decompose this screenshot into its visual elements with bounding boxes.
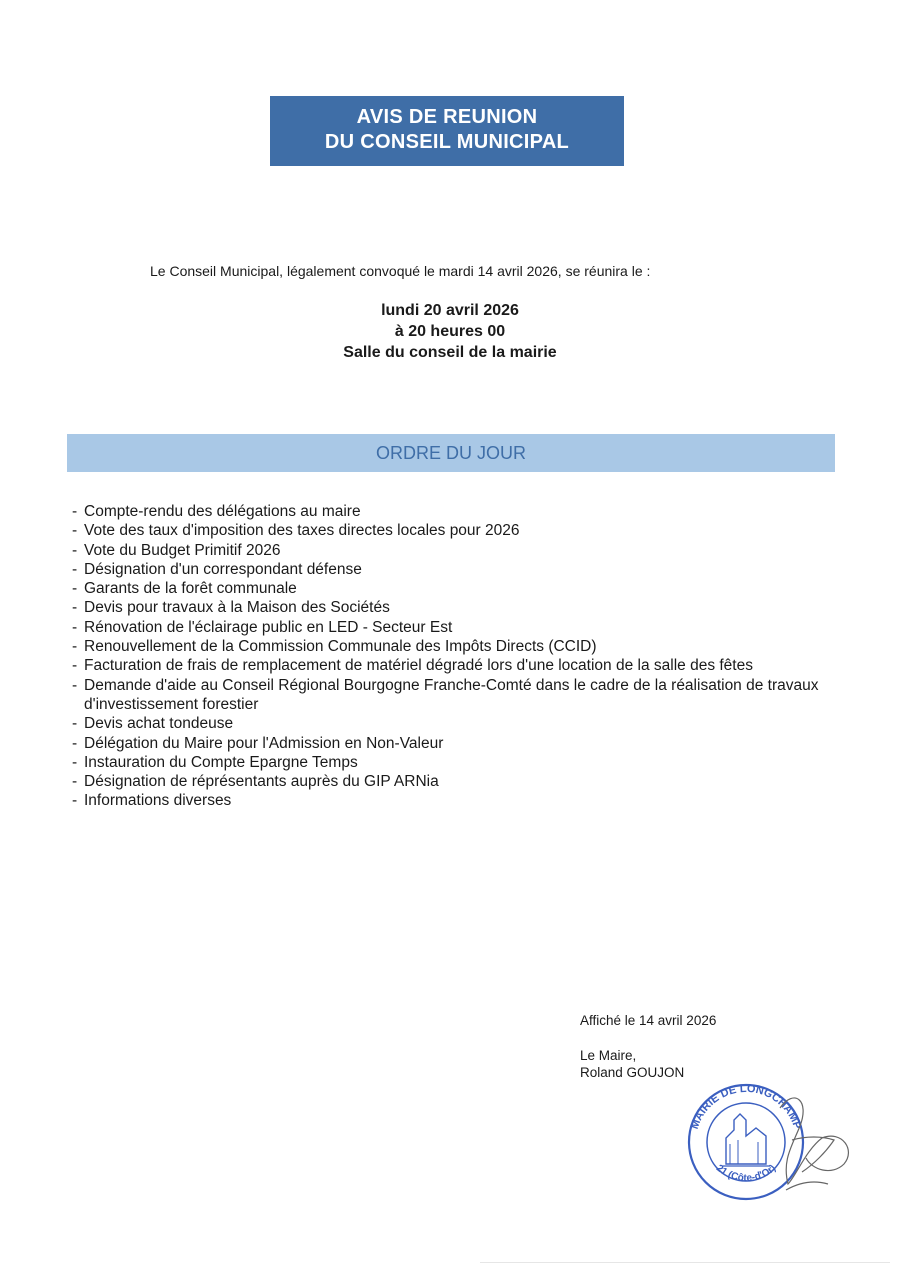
agenda-item: [70, 560, 830, 579]
agenda-item-text: Devis achat tondeuse: [84, 715, 234, 733]
notice-title: [270, 96, 624, 166]
agenda-item: [70, 753, 830, 772]
signature-block: [580, 1047, 684, 1081]
agenda-dash: -: [72, 657, 78, 675]
agenda-dash: -: [72, 773, 78, 791]
agenda-dash: -: [72, 503, 78, 520]
notice-title-line-1: AVIS DE REUNION: [356, 106, 538, 128]
agenda-item-text: Informations diverses: [84, 792, 232, 810]
agenda-item: [70, 714, 830, 733]
agenda-item-text: Rénovation de l'éclairage public en LED - Secteur Est: [84, 618, 453, 636]
agenda-item: [70, 772, 830, 791]
agenda-item-text: Instauration du Compte Epargne Temps: [84, 753, 358, 771]
agenda-item-text: Garants de la forêt communale: [84, 580, 297, 598]
agenda-dash: -: [72, 541, 78, 559]
agenda-item-text: Renouvellement de la Commission Communale des Impôts Directs (CCID): [84, 638, 597, 656]
agenda-item-text: Demande d'aide au Conseil Régional Bourgogne Franche-Comté dans le cadre de la réalisation de travaux d'investissement forestier: [84, 676, 819, 713]
agenda-item-text: Délégation du Maire pour l'Admission en Non-Valeur: [84, 734, 444, 752]
agenda-item: [70, 579, 830, 598]
stamp-top-text: MAIRIE DE LONGCHAMP: [688, 1082, 804, 1131]
agenda-item: [70, 502, 830, 521]
agenda-dash: -: [72, 618, 78, 636]
notice-title-line-2: DU CONSEIL MUNICIPAL: [324, 131, 570, 153]
agenda-item-text: Vote des taux d'imposition des taxes directes locales pour 2026: [84, 522, 520, 540]
agenda-item: [70, 618, 830, 637]
agenda-item: [70, 734, 830, 753]
mairie-stamp: [682, 1080, 862, 1210]
agenda-dash: -: [72, 638, 78, 656]
agenda-item-text: Devis pour travaux à la Maison des Sociétés: [84, 599, 390, 617]
posted-date: Affiché le 14 avril 2026: [580, 1013, 717, 1028]
agenda-dash: -: [72, 676, 78, 694]
agenda-heading: ORDRE DU JOUR: [67, 434, 835, 472]
agenda-dash: -: [72, 734, 78, 752]
signer-name: Roland GOUJON: [580, 1065, 685, 1080]
meeting-details: [250, 300, 650, 363]
agenda-dash: -: [72, 522, 78, 540]
page-edge-line: [480, 1262, 890, 1263]
agenda-item-text: Compte-rendu des délégations au maire: [84, 503, 361, 520]
meeting-date: lundi 20 avril 2026: [381, 302, 519, 319]
agenda-item: [70, 598, 830, 617]
convocation-intro: Le Conseil Municipal, légalement convoqué le mardi 14 avril 2026, se réunira le :: [150, 263, 651, 279]
agenda-item: [70, 541, 830, 560]
agenda-item-text: Facturation de frais de remplacement de matériel dégradé lors d'une location de la salle des fêtes: [84, 657, 753, 675]
agenda-dash: -: [72, 753, 78, 771]
agenda-item-text: Désignation de réprésentants auprès du GIP ARNia: [84, 773, 439, 791]
stamp-bottom-text: 21 (Côte-d'Or): [713, 1162, 779, 1184]
agenda-dash: -: [72, 580, 78, 598]
agenda-dash: -: [72, 792, 78, 810]
agenda-item: [70, 676, 830, 715]
meeting-time: à 20 heures 00: [394, 323, 506, 340]
agenda-list: [70, 502, 830, 811]
signer-role: Le Maire,: [580, 1048, 637, 1063]
agenda-dash: -: [72, 560, 78, 578]
agenda-item-text: Vote du Budget Primitif 2026: [84, 541, 281, 559]
agenda-item-text: Désignation d'un correspondant défense: [84, 560, 362, 578]
agenda-item: [70, 656, 830, 675]
meeting-place: Salle du conseil de la mairie: [343, 344, 557, 361]
agenda-dash: -: [72, 599, 78, 617]
agenda-item: [70, 521, 830, 540]
agenda-item: [70, 637, 830, 656]
agenda-item: [70, 791, 830, 810]
agenda-dash: -: [72, 715, 78, 733]
